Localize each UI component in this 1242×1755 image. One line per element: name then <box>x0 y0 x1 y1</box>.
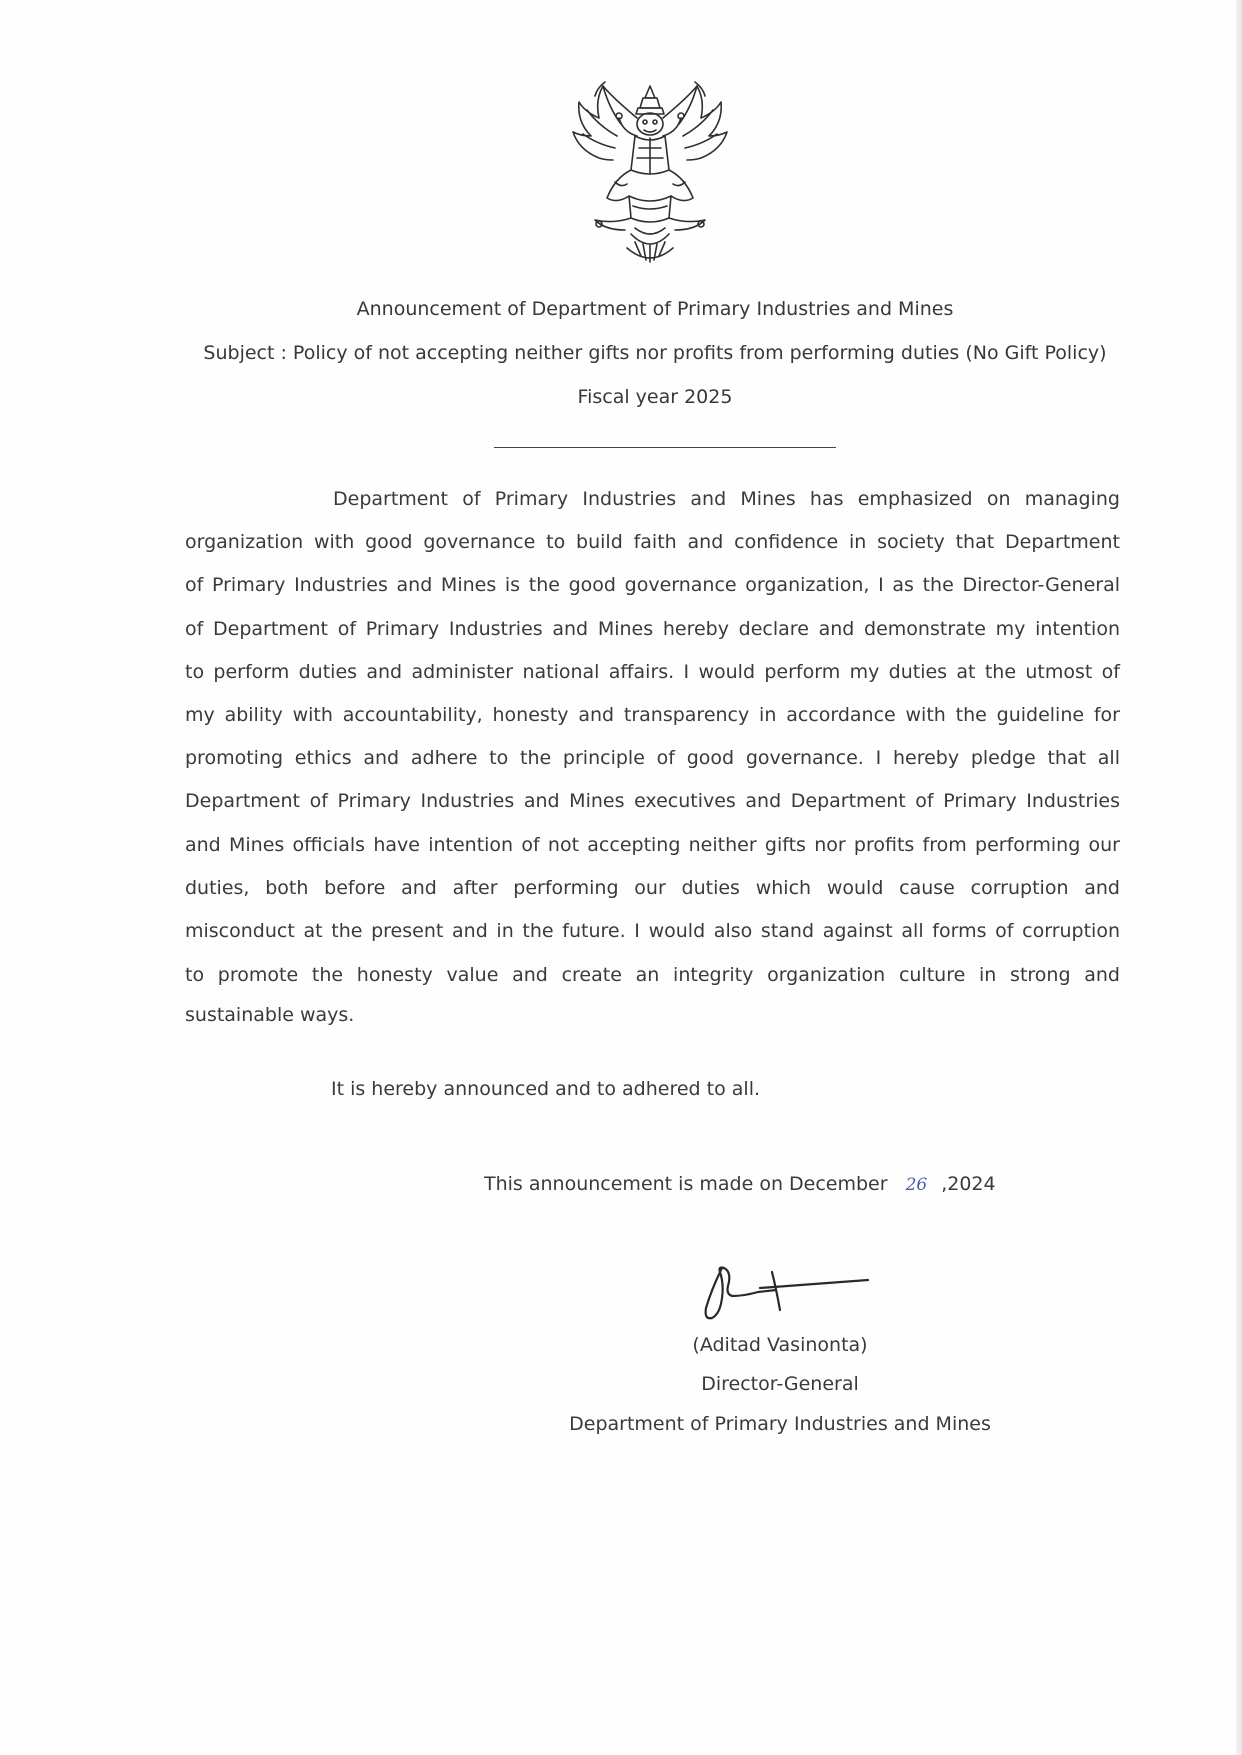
body-line: organization with good governance to build faith and confidence in society that Department <box>185 531 1120 553</box>
handwritten-signature <box>698 1258 874 1332</box>
garuda-emblem-icon <box>565 78 735 268</box>
body-line: Department of Primary Industries and Mines executives and Department of Primary Industries <box>185 790 1120 812</box>
handwritten-day: 26 <box>905 1175 928 1195</box>
fiscal-year: Fiscal year 2025 <box>577 386 733 408</box>
heading-divider <box>494 447 836 448</box>
body-line: and Mines officials have intention of not accepting neither gifts nor profits from performing our <box>185 834 1120 856</box>
body-line: Department of Primary Industries and Mines has emphasized on managing <box>333 488 1120 510</box>
date-prefix: This announcement is made on December <box>484 1173 888 1195</box>
body-line: of Primary Industries and Mines is the good governance organization, I as the Director-General <box>185 574 1120 596</box>
page-edge-shadow <box>1236 0 1242 1755</box>
body-line: to promote the honesty value and create an integrity organization culture in strong and <box>185 964 1120 986</box>
closing-statement: It is hereby announced and to adhered to all. <box>331 1078 761 1100</box>
signatory-position: Director-General <box>701 1373 859 1395</box>
body-line: to perform duties and administer national affairs. I would perform my duties at the utmost of <box>185 661 1120 683</box>
announcement-date <box>484 1173 996 1195</box>
body-line: sustainable ways. <box>185 1004 355 1026</box>
signatory-name: (Aditad Vasinonta) <box>692 1334 868 1356</box>
announcement-title: Announcement of Department of Primary Industries and Mines <box>356 298 954 320</box>
body-line: misconduct at the present and in the future. I would also stand against all forms of corruption <box>185 920 1120 942</box>
announcement-subject: Subject : Policy of not accepting neither gifts nor profits from performing duties (No Gift Policy) <box>203 342 1107 364</box>
body-line: of Department of Primary Industries and Mines hereby declare and demonstrate my intention <box>185 618 1120 640</box>
body-line: duties, both before and after performing our duties which would cause corruption and <box>185 877 1120 899</box>
body-line: promoting ethics and adhere to the principle of good governance. I hereby pledge that all <box>185 747 1120 769</box>
date-year: ,2024 <box>941 1173 996 1195</box>
signatory-department: Department of Primary Industries and Mines <box>569 1413 991 1435</box>
body-line: my ability with accountability, honesty and transparency in accordance with the guideline for <box>185 704 1120 726</box>
